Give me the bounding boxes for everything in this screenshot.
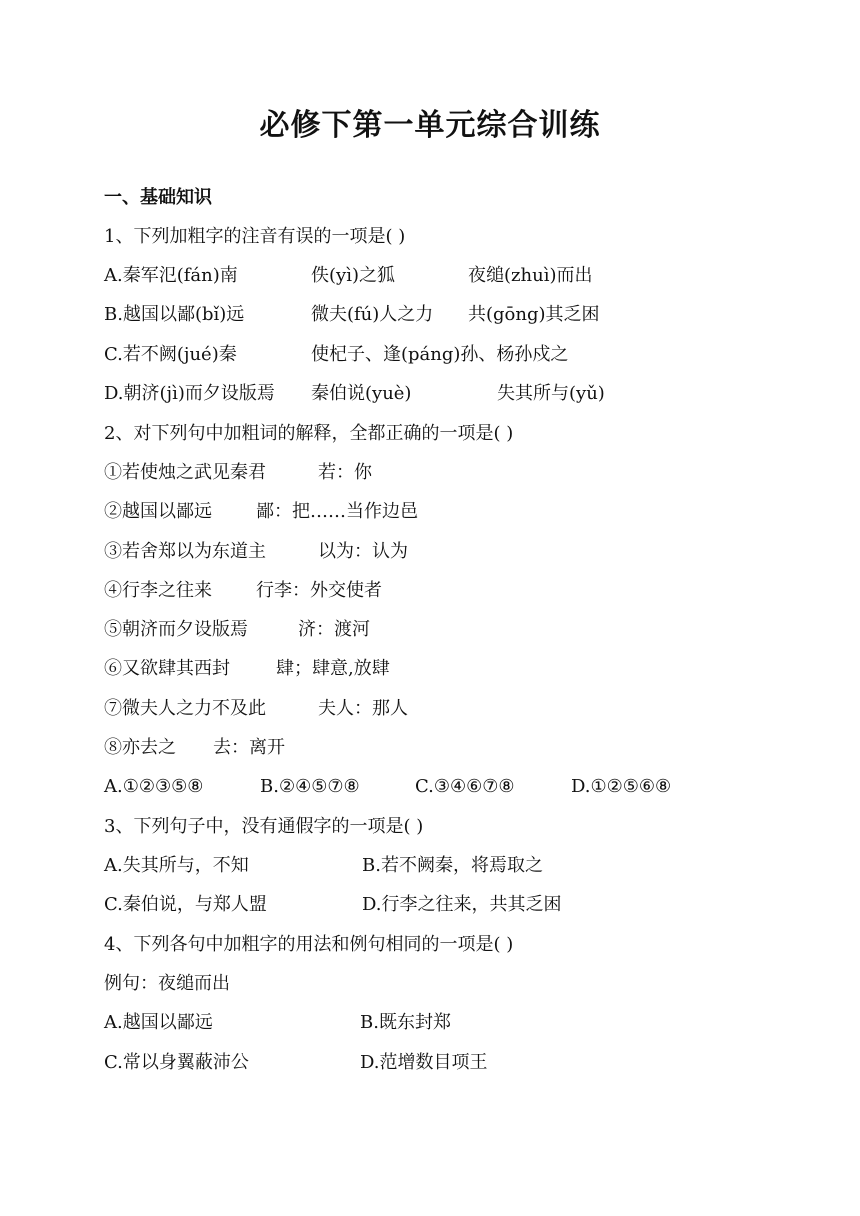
q2-item-sentence: ④行李之往来	[104, 580, 212, 601]
q4-option-d: D.范增数目项王	[360, 1052, 488, 1073]
document-title: 必修下第一单元综合训练	[259, 108, 601, 143]
q2-item-gloss: 以为：认为	[318, 541, 408, 562]
q2-option-b: B.②④⑤⑦⑧	[260, 776, 360, 797]
q1-c-part1: C.若不阙(jué)秦	[104, 344, 237, 365]
q2-item-sentence: ③若舍郑以为东道主	[104, 541, 266, 562]
q2-item-gloss: 肆；肆意,放肆	[276, 658, 390, 679]
q2-item-gloss: 夫人：那人	[318, 698, 408, 719]
q2-option-a: A.①②③⑤⑧	[104, 776, 204, 797]
q2-item-gloss: 若：你	[318, 462, 372, 483]
q3-option-b: B.若不阙秦，将焉取之	[362, 855, 543, 876]
q4-option-a: A.越国以鄙远	[104, 1012, 213, 1033]
q2-option-c: C.③④⑥⑦⑧	[415, 776, 515, 797]
q1-a-part3: 夜缒(zhuì)而出	[468, 265, 593, 286]
q4-option-c: C.常以身翼蔽沛公	[104, 1052, 249, 1073]
q2-item-sentence: ⑦微夫人之力不及此	[104, 698, 266, 719]
q1-a-part2: 佚(yì)之狐	[311, 265, 395, 286]
q3-option-c: C.秦伯说，与郑人盟	[104, 894, 267, 915]
q2-item-sentence: ⑥又欲肆其西封	[104, 658, 230, 679]
q2-item-sentence: ②越国以鄙远	[104, 501, 212, 522]
q2-item-sentence: ⑧亦去之	[104, 737, 176, 758]
q1-b-part2: 微夫(fú)人之力	[311, 304, 434, 325]
section-heading: 一、基础知识	[104, 187, 212, 208]
q1-d-part2: 秦伯说(yuè)	[311, 383, 412, 404]
q4-option-b: B.既东封郑	[360, 1012, 451, 1033]
q2-item-gloss: 鄙：把……当作边邑	[256, 501, 418, 522]
q3-option-a: A.失其所与，不知	[104, 855, 249, 876]
q3-stem: 3、下列句子中，没有通假字的一项是( )	[104, 816, 424, 837]
q2-stem: 2、对下列句中加粗词的解释，全都正确的一项是( )	[104, 423, 514, 444]
q3-option-d: D.行李之往来，共其乏困	[362, 894, 562, 915]
q4-stem: 4、下列各句中加粗字的用法和例句相同的一项是( )	[104, 934, 514, 955]
q1-b-part3: 共(gōng)其乏困	[468, 304, 600, 325]
q2-item-gloss: 济：渡河	[298, 619, 370, 640]
q1-d-part1: D.朝济(jì)而夕设版焉	[104, 383, 275, 404]
q2-option-d: D.①②⑤⑥⑧	[571, 776, 672, 797]
q2-item-sentence: ①若使烛之武见秦君	[104, 462, 266, 483]
q1-b-part1: B.越国以鄙(bǐ)远	[104, 304, 245, 325]
q1-d-part3: 失其所与(yǔ)	[497, 383, 605, 404]
q1-c-part2: 使杞子、逢(páng)孙、杨孙戍之	[311, 344, 569, 365]
q2-item-gloss: 行李：外交使者	[256, 580, 382, 601]
q4-example: 例句：夜缒而出	[104, 973, 230, 994]
q1-stem: 1、下列加粗字的注音有误的一项是( )	[104, 226, 406, 247]
q2-item-gloss: 去：离开	[213, 737, 285, 758]
q1-a-part1: A.秦军氾(fán)南	[104, 265, 238, 286]
q2-item-sentence: ⑤朝济而夕设版焉	[104, 619, 248, 640]
